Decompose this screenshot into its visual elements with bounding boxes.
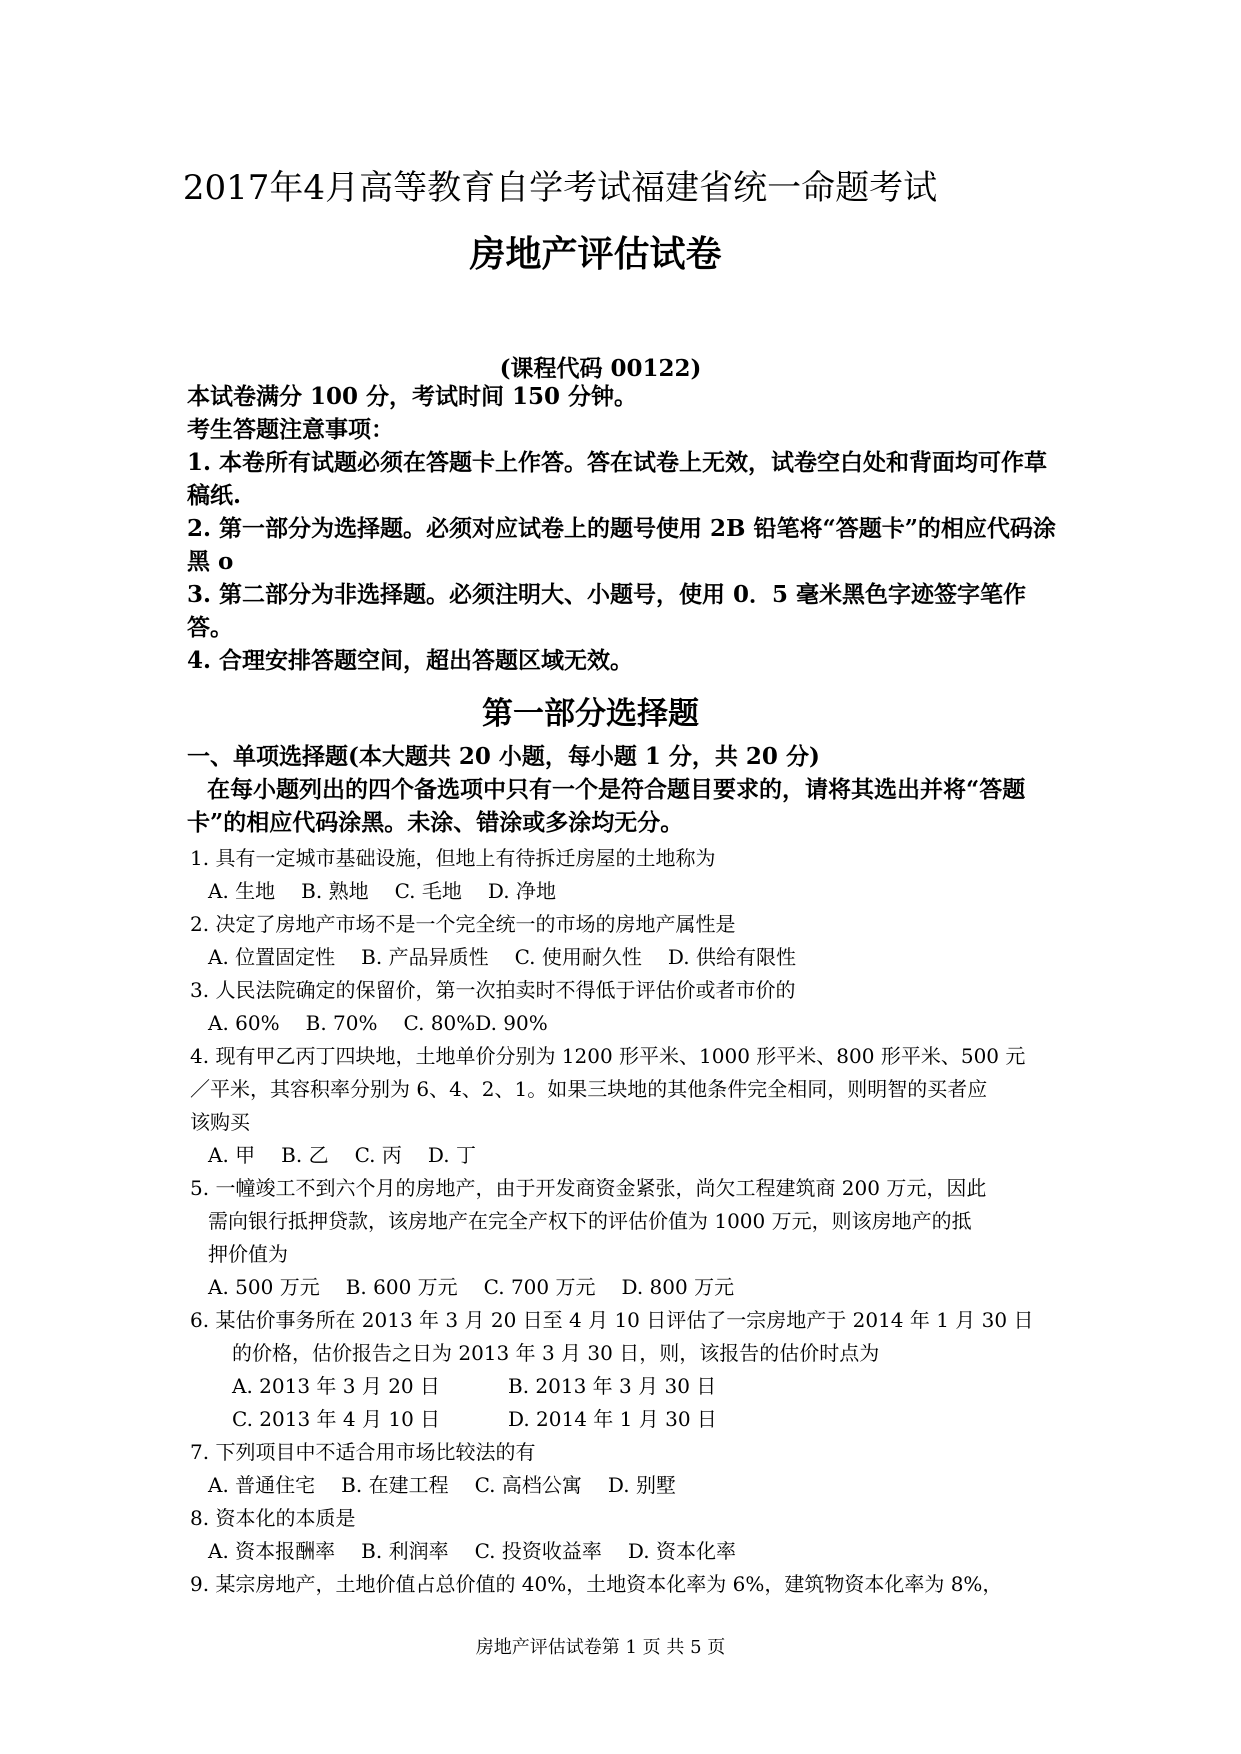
note-item: 4. 合理安排答题空间，超出答题区域无效。 [187, 647, 634, 674]
question-options [190, 1403, 1033, 1436]
option: D. 800 万元 [621, 1275, 735, 1299]
option: B. 在建工程 [341, 1473, 449, 1497]
option: B. 产品异质性 [361, 945, 489, 969]
paper-title: 房地产评估试卷 [469, 233, 722, 275]
question-stem: ／平米，其容积率分别为 6、4、2、1。如果三块地的其他条件完全相同，则明智的买者应 [190, 1077, 988, 1101]
question-6 [190, 1304, 1033, 1436]
question-stem: 6. 某估价事务所在 2013 年 3 月 20 日至 4 月 10 日评估了一宗房地产于 2014 年 1 月 30 日 [190, 1308, 1034, 1332]
note-item: 1. 本卷所有试题必须在答题卡上作答。答在试卷上无效，试卷空白处和背面均可作草稿纸. [187, 449, 1048, 509]
option: B. 乙 [281, 1143, 329, 1167]
option: C. 700 万元 [483, 1275, 596, 1299]
question-4 [190, 1040, 1025, 1172]
question-options [190, 1469, 702, 1502]
option: D. 别墅 [607, 1473, 676, 1497]
option: D. 2014 年 1 月 30 日 [508, 1407, 717, 1431]
option: C. 80%D. 90% [403, 1011, 548, 1035]
option: A. 甲 [208, 1143, 256, 1167]
option: C. 毛地 [394, 879, 462, 903]
question-9 [190, 1568, 1002, 1601]
option: D. 净地 [487, 879, 556, 903]
question-stem: 2. 决定了房地产市场不是一个完全统一的市场的房地产属性是 [190, 912, 736, 936]
option: B. 600 万元 [345, 1275, 458, 1299]
option: A. 位置固定性 [208, 945, 336, 969]
section-instructions [187, 740, 1067, 839]
part-one-title: 第一部分选择题 [482, 696, 699, 732]
option: A. 普通住宅 [208, 1473, 316, 1497]
question-stem: 8. 资本化的本质是 [190, 1506, 356, 1530]
option: A. 资本报酬率 [208, 1539, 336, 1563]
note-item: 2. 第一部分为选择题。必须对应试卷上的题号使用 2B 铅笔将“答题卡”的相应代码涂黑 o [187, 515, 1056, 575]
question-stem: 的价格，估价报告之日为 2013 年 3 月 30 日，则，该报告的估价时点为 [232, 1341, 880, 1365]
question-stem: 5. 一幢竣工不到六个月的房地产，由于开发商资金紧张，尚欠工程建筑商 200 万元，因此 [190, 1176, 987, 1200]
section-heading: 一、单项选择题(本大题共 20 小题，每小题 1 分，共 20 分) [187, 743, 820, 770]
option: A. 60% [208, 1011, 280, 1035]
option: B. 2013 年 3 月 30 日 [508, 1374, 717, 1398]
score-time: 本试卷满分 100 分，考试时间 150 分钟。 [187, 383, 638, 410]
option: B. 利润率 [361, 1539, 449, 1563]
option: A. 2013 年 3 月 20 日 [232, 1374, 441, 1398]
option: C. 投资收益率 [474, 1539, 602, 1563]
question-stem: 4. 现有甲乙丙丁四块地，土地单价分别为 1200 形平米、1000 形平米、800 形平米、500 元 [190, 1044, 1026, 1068]
question-options [190, 1007, 795, 1040]
option: B. 熟地 [301, 879, 369, 903]
option: D. 供给有限性 [667, 945, 796, 969]
option: C. 使用耐久性 [514, 945, 642, 969]
question-options [190, 1535, 762, 1568]
question-stem: 该购买 [190, 1110, 250, 1134]
question-7 [190, 1436, 702, 1502]
page-footer: 房地产评估试卷第 1 页 共 5 页 [475, 1637, 726, 1658]
section-instruction: 在每小题列出的四个备选项中只有一个是符合题目要求的，请将其选出并将“答题卡”的相应代码涂黑。未涂、错涂或多涂均无分。 [187, 776, 1026, 836]
question-3 [190, 974, 795, 1040]
option: D. 资本化率 [627, 1539, 736, 1563]
option: A. 生地 [208, 879, 276, 903]
question-stem: 9. 某宗房地产，土地价值占总价值的 40%，土地资本化率为 6%，建筑物资本化率为 8%， [190, 1572, 1003, 1596]
question-5 [190, 1172, 986, 1304]
question-options [190, 1271, 986, 1304]
question-stem: 需向银行抵押贷款，该房地产在完全产权下的评估价值为 1000 万元，则该房地产的抵 [208, 1209, 972, 1233]
question-stem: 7. 下列项目中不适合用市场比较法的有 [190, 1440, 536, 1464]
course-code: (课程代码 00122) [499, 355, 702, 382]
question-stem: 押价值为 [208, 1242, 288, 1266]
notice-heading: 考生答题注意事项： [187, 416, 394, 443]
question-options [190, 875, 715, 908]
exam-notes [187, 380, 1067, 677]
question-2 [190, 908, 822, 974]
option: D. 丁 [427, 1143, 476, 1167]
option: A. 500 万元 [208, 1275, 320, 1299]
question-options [190, 1370, 1033, 1403]
exam-title: 2017年4月高等教育自学考试福建省统一命题考试 [182, 168, 938, 208]
question-stem: 1. 具有一定城市基础设施，但地上有待拆迁房屋的土地称为 [190, 846, 716, 870]
option: B. 70% [305, 1011, 378, 1035]
option: C. 丙 [354, 1143, 402, 1167]
question-8 [190, 1502, 762, 1568]
question-stem: 3. 人民法院确定的保留价，第一次拍卖时不得低于评估价或者市价的 [190, 978, 796, 1002]
option: C. 高档公寓 [474, 1473, 582, 1497]
note-item: 3. 第二部分为非选择题。必须注明大、小题号，使用 0．5 毫米黑色字迹签字笔作答。 [187, 581, 1027, 641]
option: C. 2013 年 4 月 10 日 [232, 1407, 441, 1431]
question-options [190, 941, 822, 974]
question-1 [190, 842, 715, 908]
question-options [190, 1139, 1025, 1172]
